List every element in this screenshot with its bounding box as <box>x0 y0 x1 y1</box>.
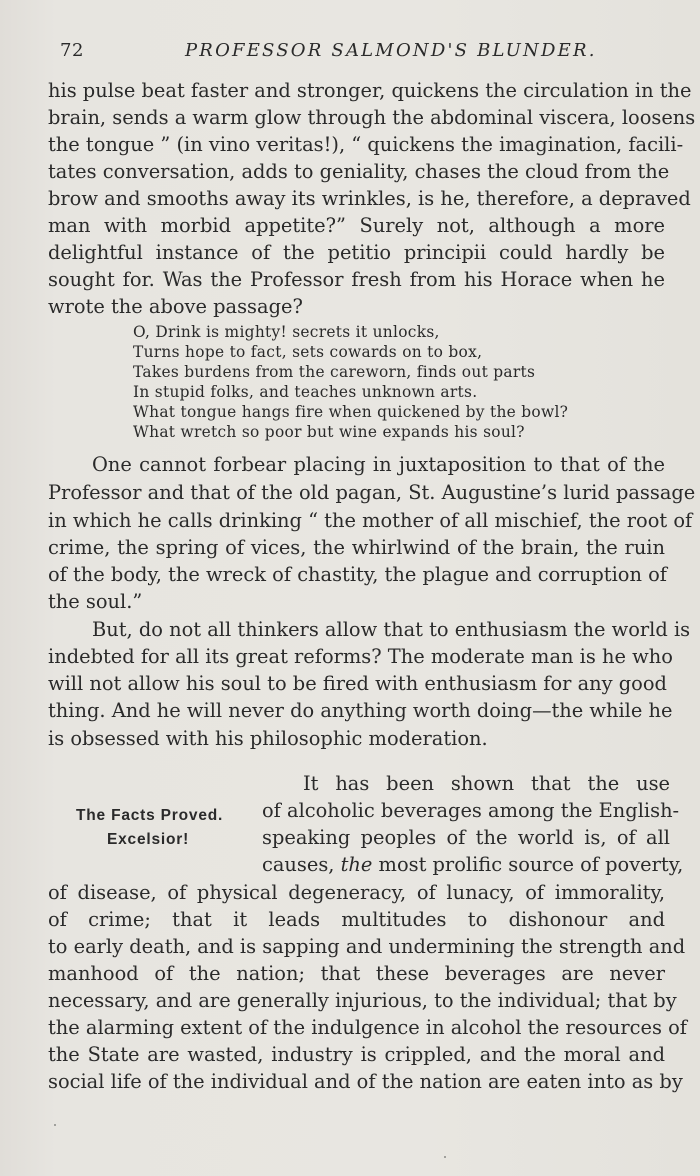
emphasis-text: the <box>340 853 373 876</box>
sidenote-subtitle: Excelsior! <box>107 831 190 848</box>
paper-speck <box>54 1124 56 1126</box>
body-line: the alarming extent of the indulgence in alcohol the resources of <box>48 1016 687 1039</box>
body-line: is obsessed with his philosophic moderation. <box>48 727 488 750</box>
body-line: man with morbid appetite?” Surely not, although a more <box>48 214 665 237</box>
body-line: his pulse beat faster and stronger, quickens the circulation in the <box>48 79 692 102</box>
body-line: One cannot forbear placing in juxtaposition to that of the <box>92 453 665 476</box>
body-line: of disease, of physical degeneracy, of lunacy, of immorality, <box>48 881 665 904</box>
body-line: the State are wasted, industry is crippled, and the moral and <box>48 1043 665 1066</box>
body-line <box>262 852 684 878</box>
body-line: tates conversation, adds to geniality, chases the cloud from the <box>48 160 670 183</box>
body-line: of alcoholic beverages among the English- <box>262 799 680 822</box>
page-number: 72 <box>60 40 84 61</box>
verse-line: What wretch so poor but wine expands his soul? <box>133 423 525 441</box>
body-line: the tongue ” (in vino veritas!), “ quickens the imagination, facili- <box>48 133 684 156</box>
body-line: the soul.” <box>48 590 143 613</box>
body-line: indebted for all its great reforms? The moderate man is he who <box>48 645 673 668</box>
body-line: manhood of the nation; that these beverages are never <box>48 962 665 985</box>
body-line: brow and smooths away its wrinkles, is he, therefore, a depraved <box>48 187 691 210</box>
verse-line: In stupid folks, and teaches unknown arts. <box>133 383 478 401</box>
body-line: crime, the spring of vices, the whirlwind of the brain, the ruin <box>48 536 665 559</box>
body-text: causes, <box>262 853 341 876</box>
body-line: in which he calls drinking “ the mother of all mischief, the root of <box>48 509 693 532</box>
body-line: delightful instance of the petitio principii could hardly be <box>48 241 665 264</box>
body-line: thing. And he will never do anything worth doing—the while he <box>48 699 673 722</box>
body-line: Professor and that of the old pagan, St. Augustine’s lurid passage <box>48 481 696 504</box>
body-line: wrote the above passage? <box>48 295 303 318</box>
body-line: social life of the individual and of the nation are eaten into as by <box>48 1070 683 1093</box>
body-line: will not allow his soul to be fired with enthusiasm for any good <box>48 672 667 695</box>
verse-line: What tongue hangs fire when quickened by the bowl? <box>133 403 569 421</box>
verse-line: O, Drink is mighty! secrets it unlocks, <box>133 323 440 341</box>
body-text: most prolific source of poverty, <box>372 853 684 876</box>
body-line: necessary, and are generally injurious, to the individual; that by <box>48 989 677 1012</box>
body-line: It has been shown that the use <box>303 772 670 795</box>
verse-line: Takes burdens from the careworn, finds out parts <box>133 363 536 381</box>
body-line: of the body, the wreck of chastity, the plague and corruption of <box>48 563 667 586</box>
sidenote-title: The Facts Proved. <box>76 807 224 824</box>
body-line: But, do not all thinkers allow that to enthusiasm the world is <box>92 618 691 641</box>
body-line: brain, sends a warm glow through the abdominal viscera, loosens <box>48 106 696 129</box>
body-line: sought for. Was the Professor fresh from his Horace when he <box>48 268 665 291</box>
running-head <box>60 40 670 66</box>
body-line: speaking peoples of the world is, of all <box>262 826 670 849</box>
body-line: of crime; that it leads multitudes to dishonour and <box>48 908 665 931</box>
verse-line: Turns hope to fact, sets cowards on to box, <box>133 343 483 361</box>
body-line: to early death, and is sapping and undermining the strength and <box>48 935 686 958</box>
running-title: PROFESSOR SALMOND'S BLUNDER. <box>185 40 597 61</box>
paper-speck <box>444 1156 446 1158</box>
